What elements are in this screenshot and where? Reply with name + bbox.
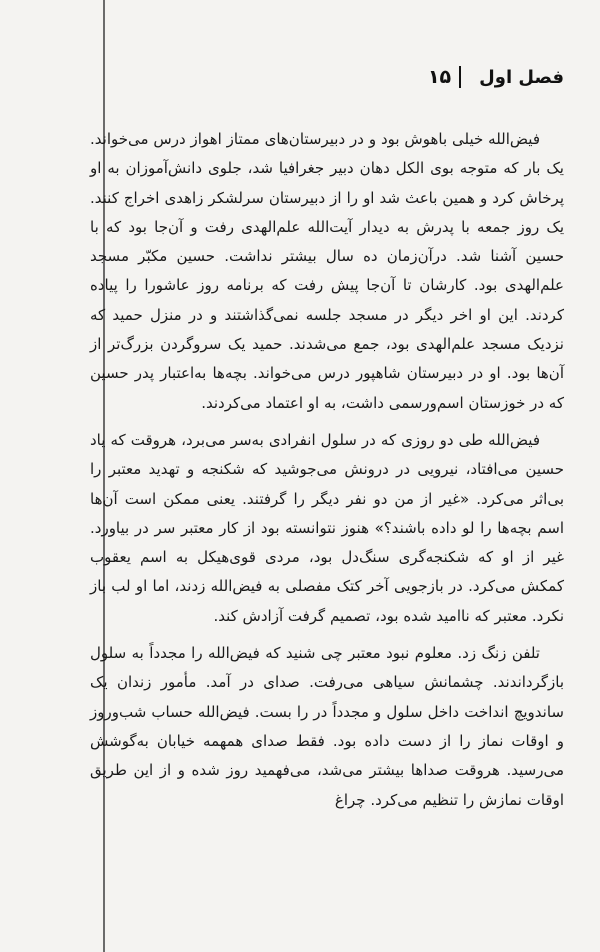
page-number: ۱۵ [427, 66, 452, 88]
paragraph: فیض‌الله خیلی باهوش بود و در دبیرستان‌های ممتاز اهواز درس می‌خواند. یک بار که متوجه بوی الکل دهان دبیر جغرافیا شد، جلوی دانش‌آموزان به او پرخاش کرد و همین باعث شد او را از دبیرستان سرلشکر زاهدی اخراج کنند. یک روز جمعه با پدرش به دیدار آیت‌الله علم‌الهدی رفت و آن‌جا بود که با حسین آشنا شد. درآن‌زمان ده سال بیشتر نداشت. حسین مکبّر مسجد علم‌الهدی بود. کارشان تا آن‌جا پیش رفت که برنامه روز عاشورا را پیاده کردند. این او اخر دیگر در مسجد جلسه نمی‌گذاشتند و در منزل حمید که نزدیک مسجد علم‌الهدی بود، جمع می‌شدند. حمید یک سروگردن بزرگ‌تر از آن‌ها بود. او در دبیرستان شاهپور درس می‌خواند. بچه‌ها به‌اعتبار پدر حسین که در خوزستان اسم‌ورسمی داشت، به او اعتماد می‌کردند. [90, 130, 564, 412]
chapter-title: فصل اول [479, 66, 564, 88]
paragraph: تلفن زنگ زد. معلوم نبود معتبر چی شنید که فیض‌الله را مجدداً به سلول بازگرداندند. چشمانش سیاهی می‌رفت. صدای در آمد. مأمور زندان یک ساندویچ انداخت داخل سلول و مجدداً در را بست. فیض‌الله حساب شب‌وروز و اوقات نماز را از دست داده بود. فقط صدای همهمه خیابان به‌گوشش می‌رسید. هروقت صداها بیشتر می‌شد، می‌فهمید روز شده و از این طریق اوقات نمازش را تنظیم می‌کرد. چراغ [90, 644, 564, 809]
page-body [90, 125, 564, 815]
header-separator [459, 66, 461, 88]
paragraph: فیض‌الله طی دو روزی که در سلول انفرادی به‌سر می‌برد، هروقت که یاد حسین می‌افتاد، نیرویی در درونش می‌جوشید که شکنجه و تهدید معتبر را بی‌اثر می‌کرد. «غیر از من دو نفر دیگر را گرفتند. یعنی ممکن است آن‌ها اسم بچه‌ها را لو داده باشند؟» هنوز نتوانسته بود از کار معتبر سر در بیاورد. غیر از او که شکنجه‌گری سنگ‌دل بود، مردی قوی‌هیکل به اسم یعقوب کمکش می‌کرد. در بازجویی آخر کتک مفصلی به فیض‌الله زدند، اما او لب باز نکرد. معتبر که ناامید شده بود، تصمیم گرفت آزادش کند. [90, 430, 564, 625]
page-header [428, 66, 564, 88]
